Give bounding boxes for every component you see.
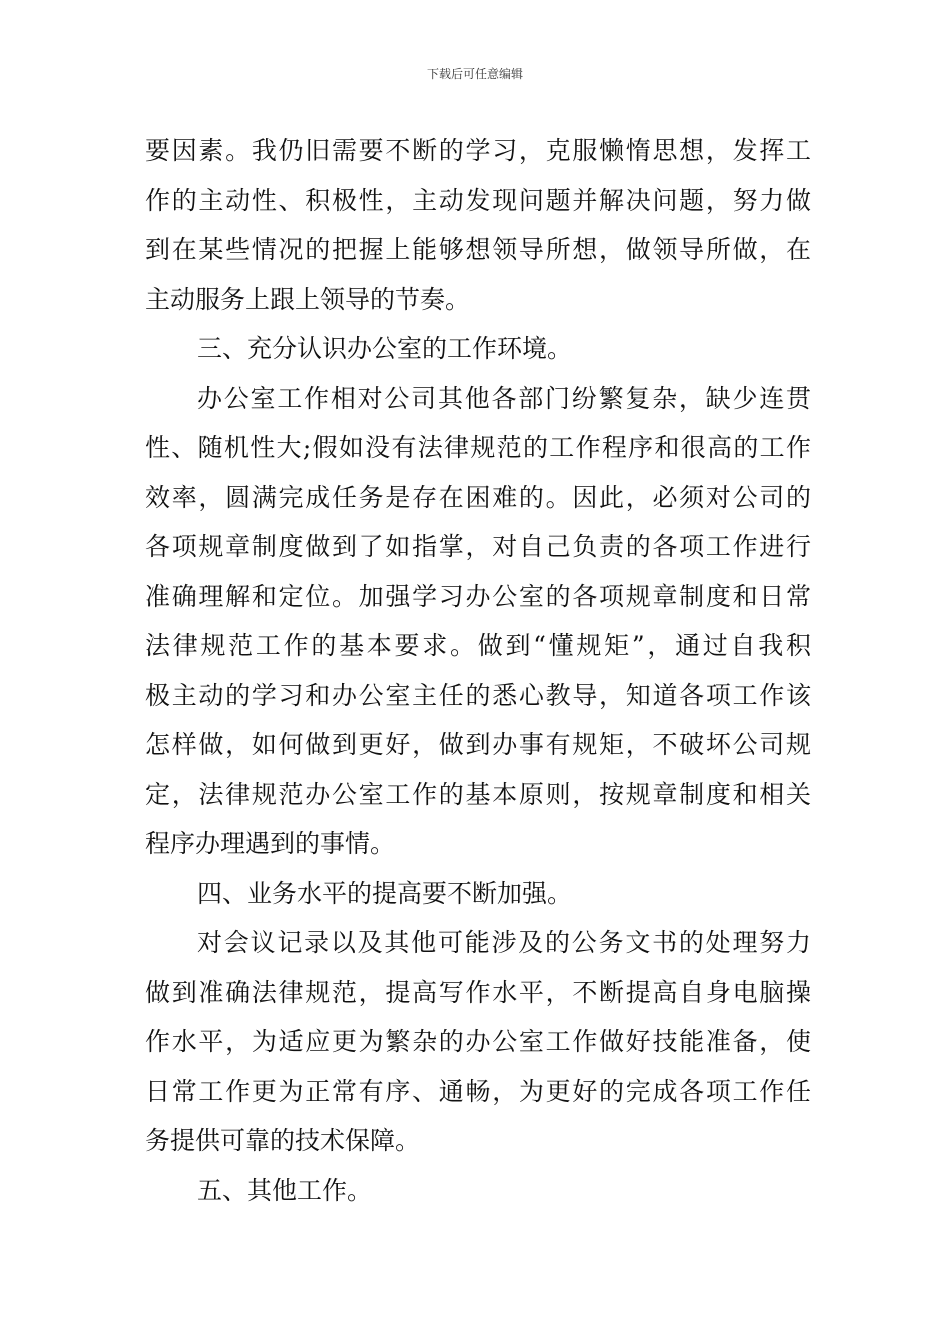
text-line: 作的主动性、积极性，主动发现问题并解决问题，努力做 [145, 185, 811, 215]
text-line: 怎样做，如何做到更好，做到办事有规矩，不破坏公司规 [145, 730, 811, 759]
text-line: 主动服务上跟上领导的节奏。 [145, 284, 471, 314]
text-line: 程序办理遇到的事情。 [145, 829, 396, 858]
text-line: 作水平，为适应更为繁杂的办公室工作做好技能准备，使 [145, 1027, 811, 1056]
text-line: 准确理解和定位。加强学习办公室的各项规章制度和日常 [145, 581, 811, 611]
text-line: 极主动的学习和办公室主任的悉心教导，知道各项工作该 [145, 680, 811, 710]
text-line: 性、随机性大;假如没有法律规范的工作程序和很高的工作 [145, 433, 811, 462]
section-heading-4 [145, 869, 811, 919]
section-heading: 五、其他工作。 [197, 1175, 373, 1205]
page-header-note: 下载后可任意编辑 [426, 67, 523, 81]
text-line: 法律规范工作的基本要求。做到“懂规矩”，通过自我积 [145, 631, 811, 660]
paragraph-continuation [145, 126, 811, 324]
text-line: 务提供可靠的技术保障。 [145, 1126, 421, 1155]
section-heading: 四、业务水平的提高要不断加强。 [197, 878, 573, 908]
text-line: 各项规章制度做到了如指掌，对自己负责的各项工作进行 [145, 532, 811, 561]
section-heading-5 [145, 1166, 811, 1216]
text-line: 到在某些情况的把握上能够想领导所想，做领导所做，在 [145, 235, 811, 264]
text-line: 日常工作更为正常有序、通畅，为更好的完成各项工作任 [145, 1076, 811, 1106]
section-heading-3 [145, 324, 811, 374]
text-line: 对会议记录以及其他可能涉及的公务文书的处理努力 [197, 928, 811, 957]
text-line: 要因素。我仍旧需要不断的学习，克服懒惰思想，发挥工 [145, 136, 811, 165]
text-line: 定，法律规范办公室工作的基本原则，按规章制度和相关 [145, 779, 811, 809]
section-heading: 三、充分认识办公室的工作环境。 [197, 334, 573, 363]
document-body [145, 126, 811, 1215]
text-line: 做到准确法律规范，提高写作水平，不断提高自身电脑操 [145, 977, 811, 1007]
text-line: 效率，圆满完成任务是存在困难的。因此，必须对公司的 [145, 482, 811, 512]
paragraph-business-level [145, 918, 811, 1166]
text-line: 办公室工作相对公司其他各部门纷繁复杂，缺少连贯 [197, 383, 811, 413]
paragraph-work-environment [145, 374, 811, 869]
